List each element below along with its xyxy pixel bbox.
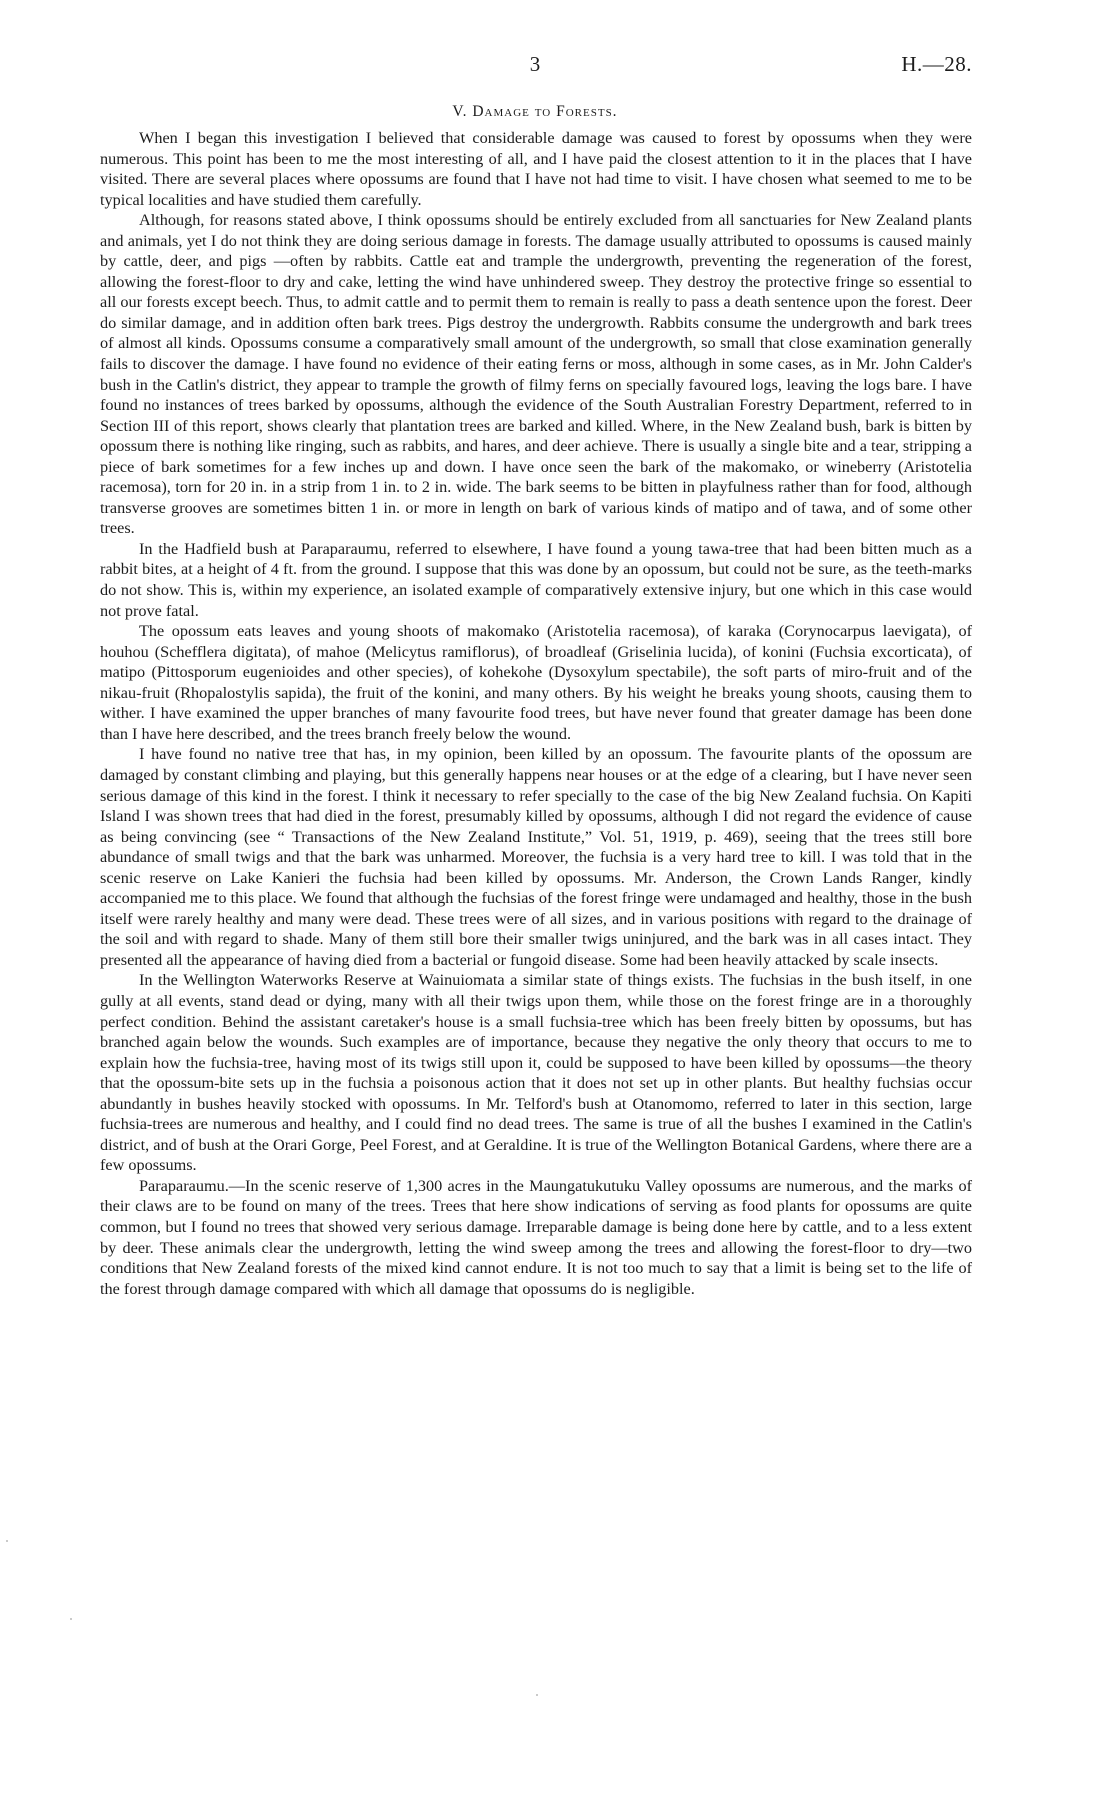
document-reference: H.—28.: [901, 52, 972, 76]
paragraph-paraparaumu: Paraparaumu.—In the scenic reserve of 1,300 acres in the Maungatukutuku Valley opossums are numerous, and the marks of their claws are to be found on many of the trees. Trees that here show indications of serving as food plants for opossums are quite common, but I found no trees that showed very serious damage. Irreparable damage is being done here by cattle, and to a less extent by deer. These animals clear the undergrowth, letting the wind sweep among the trees and allowing the forest-floor to dry—two conditions that New Zealand forests of the mixed kind cannot endure. It is not too much to say that a limit is being set to the life of the forest through damage compared with which all damage that opossums do is negligible.: [100, 1176, 972, 1298]
section-title: V. Damage to Forests.: [452, 103, 618, 120]
paragraph-hadfield-bush: In the Hadfield bush at Paraparaumu, referred to elsewhere, I have found a young tawa-tree that had been bitten much as a rabbit bites, at a height of 4 ft. from the ground. I suppose that this was done by an opossum, but could not be sure, as the teeth-marks do not show. This is, within my experience, an isolated example of comparatively extensive injury, but one which in this case would not prove fatal.: [100, 539, 972, 620]
scan-speck: [536, 1694, 538, 1696]
paragraph-wainuiomata: In the Wellington Waterworks Reserve at Wainuiomata a similar state of things exists. The fuchsias in the bush itself, in one gully at all events, stand dead or dying, many with all their twigs upon them, while those on the forest fringe are in a thoroughly perfect condition. Behind the assistant caretaker's house is a small fuchsia-tree which has been freely bitten by opossums, but has branched again below the wounds. Such examples are of importance, because they negative the only theory that occurs to me to explain how the fuchsia-tree, having most of its twigs still upon it, could be supposed to have been killed by opossums—the theory that the opossum-bite sets up in the fuchsia a poisonous action that it does not set up in other plants. But healthy fuchsias occur abundantly in bushes heavily stocked with opossums. In Mr. Telford's bush at Otanomomo, referred to later in this section, large fuchsia-trees are numerous and healthy, and I could find no dead trees. The same is true of all the bushes I examined in the Catlin's district, and of bush at the Orari Gorge, Peel Forest, and at Geraldine. It is true of the Wellington Botanical Gardens, where there are a few opossums.: [100, 971, 972, 1175]
paragraph-intro: When I began this investigation I believed that considerable damage was caused to forest by opossums when they were numerous. This point has been to me the most interesting of all, and I have paid the closest attention to it in the places that I have visited. There are several places where opossums are found that I have not had time to visit. I have chosen what seemed to me to be typical localities and have studied them carefully.: [100, 129, 972, 209]
page-header: [98, 52, 972, 82]
paragraph-food-plants: The opossum eats leaves and young shoots of makomako (Aristotelia racemosa), of karaka (Corynocarpus laevigata), of houhou (Schefflera digitata), of mahoe (Melicytus ramiflorus), of broadleaf (Griselinia lucida), of konini (Fuchsia excorticata), of matipo (Pittosporum eugenioides and other species), of kohekohe (Dysoxylum spectabile), the soft parts of miro-fruit and of the nikau-fruit (Rhopalostylis sapida), the fruit of the konini, and many others. By his weight he breaks young shoots, causing them to wither. I have examined the upper branches of many favourite food trees, but have never found that greater damage has been done than I have here described, and the trees branch freely below the wound.: [100, 622, 972, 743]
body-text: [100, 128, 972, 1299]
scan-speck: [70, 1618, 72, 1620]
page-number: 3: [529, 52, 541, 76]
paragraph-damage-causes: Although, for reasons stated above, I think opossums should be entirely excluded from all sanctuaries for New Zealand plants and animals, yet I do not think they are doing serious damage in forests. The damage usually attributed to opossums is caused mainly by cattle, deer, and pigs —often by rabbits. Cattle eat and trample the undergrowth, preventing the regeneration of the forest, allowing the forest-floor to dry and cake, letting the wind have unhindered sweep. They destroy the protective fringe so essential to all our forests except beech. Thus, to admit cattle and to permit them to remain is really to pass a death sentence upon the forest. Deer do similar damage, and in addition often bark trees. Pigs destroy the undergrowth. Rabbits consume the undergrowth and bark trees of almost all kinds. Opossums consume a comparatively small amount of the undergrowth, so small that close examination generally fails to discover the damage. I have found no evidence of their eating ferns or moss, although in some cases, as in Mr. John Calder's bush in the Catlin's district, they appear to trample the growth of filmy ferns on specially favoured logs, leaving the logs bare. I have found no instances of trees barked by opossums, although the evidence of the South Australian Forestry Department, referred to in Section III of this report, shows clearly that plantation trees are barked and killed. Where, in the New Zealand bush, bark is bitten by opossum there is nothing like ringing, such as rabbits, and hares, and deer achieve. There is usually a single bite and a tear, stripping a piece of bark sometimes for a few inches up and down. I have once seen the bark of the makomako, or wineberry (Aristotelia racemosa), torn for 20 in. in a strip from 1 in. to 2 in. wide. The bark seems to be bitten in playfulness rather than for food, although transverse grooves are sometimes bitten 1 in. or more in length on bark of various kinds of matipo and of tawa, and of some other trees.: [100, 211, 972, 538]
scan-speck: [6, 1540, 8, 1542]
paragraph-fuchsia: I have found no native tree that has, in my opinion, been killed by an opossum. The favourite plants of the opossum are damaged by constant climbing and playing, but this generally happens near houses or at the edge of a clearing, but I have never seen serious damage of this kind in the forest. I think it necessary to refer specially to the case of the big New Zealand fuchsia. On Kapiti Island I was shown trees that had died in the forest, presumably killed by opossums, although I did not regard the evidence of cause as being convincing (see “ Transactions of the New Zealand Institute,” Vol. 51, 1919, p. 469), seeing that the trees still bore abundance of small twigs and that the bark was unharmed. Moreover, the fuchsia is a very hard tree to kill. I was told that in the scenic reserve on Lake Kanieri the fuchsia had been killed by opossums. Mr. Anderson, the Crown Lands Ranger, kindly accompanied me to this place. We found that although the fuchsias of the forest fringe were undamaged and healthy, those in the bush itself were rarely healthy and many were dead. These trees were of all sizes, and in various positions with regard to the drainage of the soil and with regard to shade. Many of them still bore their smaller twigs uninjured, and the bark was in all cases intact. They presented all the appearance of having died from a bacterial or fungoid disease. Some had been heavily attacked by scale insects.: [100, 745, 972, 969]
